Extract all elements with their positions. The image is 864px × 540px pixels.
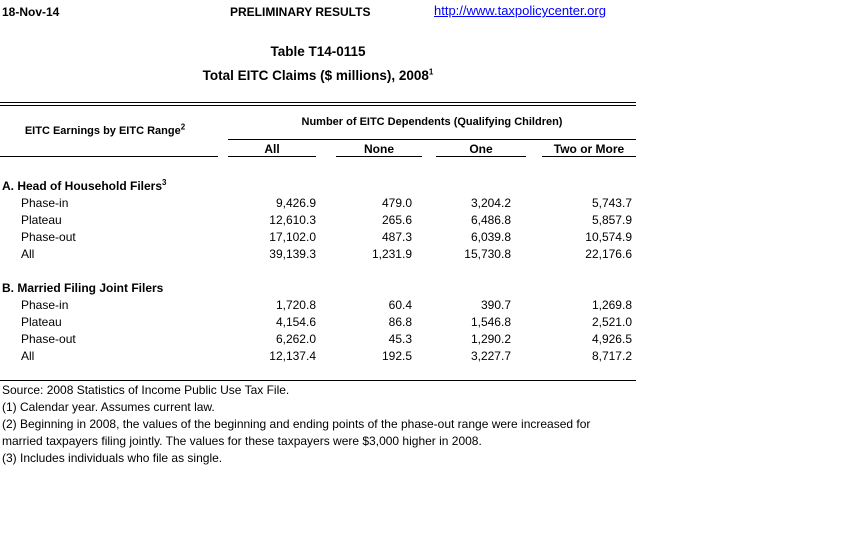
footnote-2: (2) Beginning in 2008, the values of the beginning and ending points of the phase-out range were increased for	[2, 417, 591, 431]
cell-value: 1,546.8	[470, 315, 511, 329]
cell-value: 1,231.9	[371, 247, 412, 261]
cell-value: 9,426.9	[275, 196, 316, 210]
row-label: Plateau	[21, 315, 62, 329]
row-label: Phase-out	[21, 332, 76, 346]
row-label: Phase-in	[21, 196, 69, 210]
cell-value: 22,176.6	[585, 247, 632, 261]
cell-value: 4,154.6	[275, 315, 316, 329]
row-label: Phase-in	[21, 298, 69, 312]
cell-value: 10,574.9	[585, 230, 632, 244]
row-header: EITC Earnings by EITC Range$^2$	[24, 122, 186, 137]
section-title: A. Head of Household Filers$^3$	[2, 178, 167, 193]
cell-value: 39,139.3	[269, 247, 316, 261]
cell-value: 1,290.2	[470, 332, 511, 346]
col-header-one: One	[469, 142, 493, 156]
row-label: Phase-out	[21, 230, 76, 244]
cell-value: 487.3	[381, 230, 412, 244]
col-header-two-or-more: Two or More	[553, 142, 625, 156]
cell-value: 390.7	[480, 298, 511, 312]
footnote-source: Source: 2008 Statistics of Income Public Use Tax File.	[2, 383, 290, 397]
cell-value: 3,204.2	[470, 196, 511, 210]
cell-value: 15,730.8	[464, 247, 511, 261]
footnote-2-cont: married taxpayers filing jointly. The values for these taxpayers were $3,000 higher in 2008.	[2, 434, 482, 448]
col-header-all: All	[264, 142, 280, 156]
cell-value: 265.6	[381, 213, 412, 227]
section-title: B. Married Filing Joint Filers	[2, 281, 164, 295]
table-id: Table T14-0115	[270, 44, 366, 59]
cell-value: 12,137.4	[269, 349, 316, 363]
cell-value: 17,102.0	[269, 230, 316, 244]
cell-value: 6,486.8	[470, 213, 511, 227]
preliminary-label: PRELIMINARY RESULTS	[230, 5, 371, 19]
col-header-none: None	[364, 142, 394, 156]
cell-value: 1,269.8	[591, 298, 632, 312]
cell-value: 8,717.2	[591, 349, 632, 363]
cell-value: 4,926.5	[591, 332, 632, 346]
group-header: Number of EITC Dependents (Qualifying Children)	[301, 116, 563, 128]
footnote-3: (3) Includes individuals who file as single.	[2, 451, 223, 465]
row-label: All	[21, 247, 35, 261]
cell-value: 3,227.7	[470, 349, 511, 363]
cell-value: 6,262.0	[275, 332, 316, 346]
cell-value: 5,743.7	[591, 196, 632, 210]
cell-value: 479.0	[381, 196, 412, 210]
report-date: 18-Nov-14	[2, 5, 60, 19]
cell-value: 192.5	[381, 349, 412, 363]
cell-value: 5,857.9	[591, 213, 632, 227]
row-label: Plateau	[21, 213, 62, 227]
cell-value: 86.8	[388, 315, 412, 329]
row-label: All	[21, 349, 35, 363]
cell-value: 1,720.8	[275, 298, 316, 312]
cell-value: 12,610.3	[269, 213, 316, 227]
cell-value: 2,521.0	[591, 315, 632, 329]
tpc-link[interactable]: http://www.taxpolicycenter.org	[434, 3, 606, 18]
cell-value: 6,039.8	[470, 230, 511, 244]
cell-value: 45.3	[388, 332, 412, 346]
cell-value: 60.4	[388, 298, 412, 312]
footnote-1: (1) Calendar year. Assumes current law.	[2, 400, 215, 414]
table-title: Total EITC Claims ($ millions), 2008$^1$	[202, 67, 434, 83]
